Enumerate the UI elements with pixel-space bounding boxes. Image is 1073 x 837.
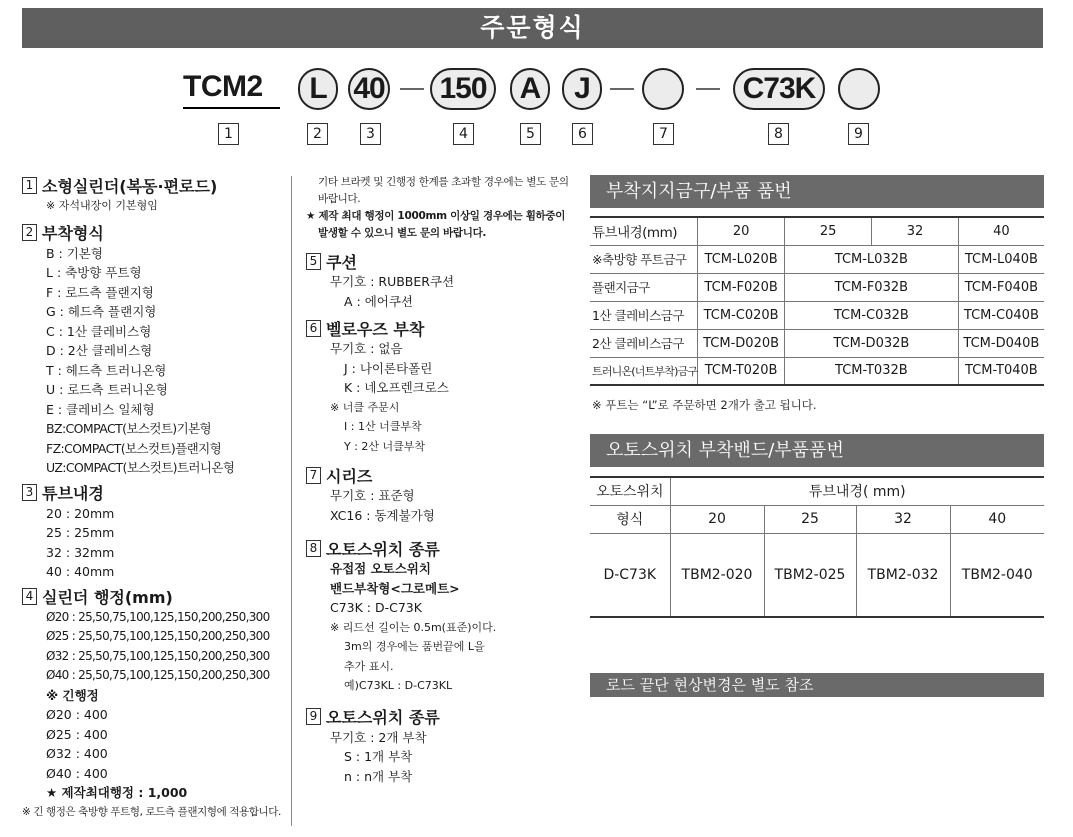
option-line: 무기호 : 없음 — [330, 341, 403, 356]
section-number: 7 — [306, 467, 321, 484]
section-title: 시리즈 — [326, 466, 373, 486]
option-line: 무기호 : 2개 부착 — [330, 729, 427, 745]
code-number: 8 — [768, 123, 789, 145]
stroke-line: Ø32 : 25,50,75,100,125,150,200,250,300 — [46, 648, 270, 663]
option-line: FZ:COMPACT(보스컷트)플랜지형 — [46, 440, 222, 456]
table-header-row — [590, 477, 1044, 505]
model-prefix: TCM2 — [183, 70, 263, 103]
option-line: E : 클레비스 일체형 — [46, 401, 155, 417]
section-8-heading — [306, 537, 586, 559]
table-cell: TCM-L020B — [698, 245, 785, 273]
section-title: 오토스위치 종류 — [326, 708, 440, 727]
table-cell: 형식 — [590, 505, 670, 533]
table-cell: TCM-D040B — [958, 329, 1044, 357]
option-line: 추가 표시. — [344, 659, 394, 673]
table-cell: D-C73K — [590, 533, 670, 617]
code-number: 1 — [218, 123, 239, 145]
table-cell: 32 — [856, 505, 950, 533]
option-line: U : 로드측 트러니온형 — [46, 382, 168, 397]
option-line: G : 헤드측 플랜지형 — [46, 304, 157, 319]
section-number: 2 — [22, 224, 37, 241]
switch-panel-title: 오토스위치 부착밴드/부품품번 — [590, 434, 1044, 467]
note: 기타 브라켓 및 긴행정 한계를 초과할 경우에는 별도 문의 — [318, 176, 569, 188]
table-cell: 25 — [764, 505, 856, 533]
table-row — [590, 533, 1044, 617]
code-part-stroke: 150 — [430, 68, 496, 110]
option-line: ※ 너클 주문시 — [330, 400, 400, 414]
table-header-row — [590, 217, 1044, 245]
table-cell: TBM2-020 — [670, 533, 764, 617]
note: 발생할 수 있으니 별도 문의 바랍니다. — [318, 227, 487, 239]
table-cell: 1산 클레비스금구 — [590, 301, 698, 329]
section-number: 3 — [22, 484, 37, 501]
option-line: B : 기본형 — [46, 245, 103, 261]
long-stroke-title: ※ 긴행정 — [46, 687, 99, 703]
table-cell: TCM-L040B — [958, 245, 1044, 273]
code-number: 7 — [653, 123, 674, 145]
code-part-bellows: J — [562, 68, 602, 110]
order-code — [0, 66, 1073, 150]
section-1-heading — [22, 174, 290, 196]
code-number: 2 — [307, 123, 328, 145]
section-title: 소형실린더(복동·편로드) — [42, 176, 218, 196]
option-line: 예)C73KL : D-C73KL — [344, 679, 453, 692]
section-number: 1 — [22, 177, 37, 194]
option-line: T : 헤드측 트러니온형 — [46, 362, 167, 378]
table-row — [590, 357, 1044, 385]
switch-band-table — [590, 476, 1044, 618]
code-number: 6 — [572, 123, 593, 145]
page-title: 주문형식 — [22, 8, 1043, 48]
table-cell: TCM-C032B — [784, 301, 958, 329]
table-cell: TCM-C020B — [698, 301, 785, 329]
option-line: 20 : 20mm — [46, 505, 115, 521]
section-title: 벨로우즈 부착 — [326, 319, 425, 339]
note: 바랍니다. — [318, 193, 361, 205]
section-number: 9 — [306, 708, 321, 725]
table-cell: TBM2-040 — [950, 533, 1044, 617]
middle-column — [306, 174, 586, 786]
option-line: C : 1산 클레비스형 — [46, 323, 152, 339]
left-column — [22, 174, 290, 822]
section-title: 쿠션 — [326, 252, 357, 272]
option-line: ※ 리드선 길이는 0.5m(표준)이다. — [330, 620, 497, 634]
section-title: 튜브내경 — [42, 484, 104, 503]
table-cell: 트러니온(너트부착)금구 — [590, 357, 698, 385]
stroke-line: Ø20 : 25,50,75,100,125,150,200,250,300 — [46, 609, 270, 624]
code-number: 9 — [848, 123, 869, 145]
stroke-line: Ø25 : 25,50,75,100,125,150,200,250,300 — [46, 629, 270, 643]
table-cell: 20 — [698, 217, 785, 245]
table-row — [590, 329, 1044, 357]
section-number: 4 — [22, 588, 37, 605]
table-cell: 32 — [872, 217, 958, 245]
dash — [400, 88, 424, 90]
bracket-notes — [306, 174, 586, 242]
option-line: 25 : 25mm — [46, 525, 115, 540]
section-5-heading — [306, 250, 586, 272]
code-part-series — [642, 68, 684, 110]
table-header-row — [590, 505, 1044, 533]
section-7-heading — [306, 464, 586, 486]
bracket-table — [590, 216, 1044, 386]
dash — [696, 88, 720, 90]
section-9-heading — [306, 706, 586, 728]
dash — [610, 88, 634, 90]
option-line: S : 1개 부착 — [344, 749, 413, 764]
table-cell: TCM-L032B — [784, 245, 958, 273]
table-cell: ※축방향 푸트금구 — [590, 245, 698, 273]
section-4-heading — [22, 586, 290, 608]
section-number: 6 — [306, 320, 321, 337]
max-stroke: ★ 제작최대행정 : 1,000 — [46, 785, 188, 800]
option-line: 32 : 32mm — [46, 544, 115, 560]
section-number: 8 — [306, 540, 321, 557]
section-2-heading — [22, 222, 290, 244]
table-cell: 25 — [784, 217, 871, 245]
section-title: 부착형식 — [42, 224, 104, 243]
table-row — [590, 301, 1044, 329]
table-cell: 2산 클레비스금구 — [590, 329, 698, 357]
table-cell: 40 — [950, 505, 1044, 533]
code-number: 4 — [453, 123, 474, 145]
table-cell: TCM-D032B — [784, 329, 958, 357]
table-row — [590, 245, 1044, 273]
table-cell: TCM-C040B — [958, 301, 1044, 329]
table-cell: TCM-F020B — [698, 273, 785, 301]
option-line: XC16 : 동계불가형 — [330, 507, 435, 523]
option-line: 3m의 경우에는 품번끝에 L을 — [344, 640, 485, 653]
table-cell: 20 — [670, 505, 764, 533]
option-line: BZ:COMPACT(보스컷트)기본형 — [46, 421, 212, 436]
stroke-line: Ø40 : 25,50,75,100,125,150,200,250,300 — [46, 668, 270, 682]
footnote: ※ 긴 행정은 축방향 푸트형, 로드측 플랜지형에 적용합니다. — [22, 805, 281, 818]
option-line: 밴드부착형<그로메트> — [330, 580, 460, 596]
long-stroke-line: Ø25 : 400 — [46, 726, 108, 742]
code-number: 5 — [520, 123, 541, 145]
section-number: 5 — [306, 253, 321, 270]
option-line: UZ:COMPACT(보스컷트)트러니온형 — [46, 460, 235, 475]
note: ※ 자석내장이 기본형임 — [46, 199, 158, 212]
table-cell: 40 — [958, 217, 1044, 245]
table-cell: 튜브내경(mm) — [590, 217, 698, 245]
option-line: K : 네오프렌크로스 — [344, 380, 449, 395]
long-stroke-line: Ø40 : 400 — [46, 765, 108, 781]
table-row — [590, 273, 1044, 301]
option-line: 유접점 오토스위치 — [330, 561, 431, 576]
option-line: 무기호 : RUBBER쿠션 — [330, 274, 455, 289]
long-stroke-line: Ø20 : 400 — [46, 707, 108, 722]
table-cell: TBM2-025 — [764, 533, 856, 617]
option-line: Y : 2산 너클부착 — [344, 439, 426, 453]
code-part-cushion: A — [510, 68, 550, 110]
option-line: D : 2산 클레비스형 — [46, 343, 153, 358]
option-line: 40 : 40mm — [46, 564, 115, 579]
table-cell: TCM-F040B — [958, 273, 1044, 301]
code-part-switch-qty — [838, 68, 880, 110]
option-line: J : 나이론타폴린 — [344, 360, 433, 376]
rod-end-note: 로드 끝단 현상변경은 별도 참조 — [590, 673, 1044, 697]
table-cell: 튜브내경( mm) — [670, 477, 1044, 505]
prefix-underline — [183, 107, 280, 109]
table-cell: TCM-T020B — [698, 357, 785, 385]
table-cell: TCM-F032B — [784, 273, 958, 301]
code-part-bore: 40 — [348, 68, 390, 110]
section-title: 오토스위치 종류 — [326, 539, 440, 559]
option-line: I : 1산 너클부착 — [344, 420, 422, 433]
bracket-panel-title: 부착지지금구/부품 품번 — [590, 175, 1044, 208]
column-divider — [291, 176, 292, 826]
long-stroke-line: Ø32 : 400 — [46, 746, 108, 761]
section-3-heading — [22, 482, 290, 504]
table-cell: 플랜지금구 — [590, 273, 698, 301]
table-cell: TCM-T040B — [958, 357, 1044, 385]
option-line: C73K : D-C73K — [330, 600, 422, 615]
option-line: L : 축방향 푸트형 — [46, 265, 142, 280]
code-part-switch: C73K — [733, 68, 825, 110]
option-line: A : 에어쿠션 — [344, 293, 414, 309]
section-title: 실린더 행정(mm) — [42, 588, 173, 607]
code-part-mount: L — [298, 68, 338, 110]
table-cell: TCM-T032B — [784, 357, 958, 385]
table-cell: TBM2-032 — [856, 533, 950, 617]
table-cell: TCM-D020B — [698, 329, 785, 357]
note: ★ 제작 최대 행정이 1000mm 이상일 경우에는 휨하중이 — [306, 210, 566, 222]
option-line: 무기호 : 표준형 — [330, 488, 415, 503]
code-number: 3 — [360, 123, 381, 145]
option-line: F : 로드측 플랜지형 — [46, 284, 154, 300]
option-line: n : n개 부착 — [344, 768, 413, 784]
section-6-heading — [306, 317, 586, 339]
foot-note: ※ 푸트는 “L”로 주문하면 2개가 출고 됩니다. — [592, 398, 817, 412]
table-cell: 오토스위치 — [590, 477, 670, 505]
